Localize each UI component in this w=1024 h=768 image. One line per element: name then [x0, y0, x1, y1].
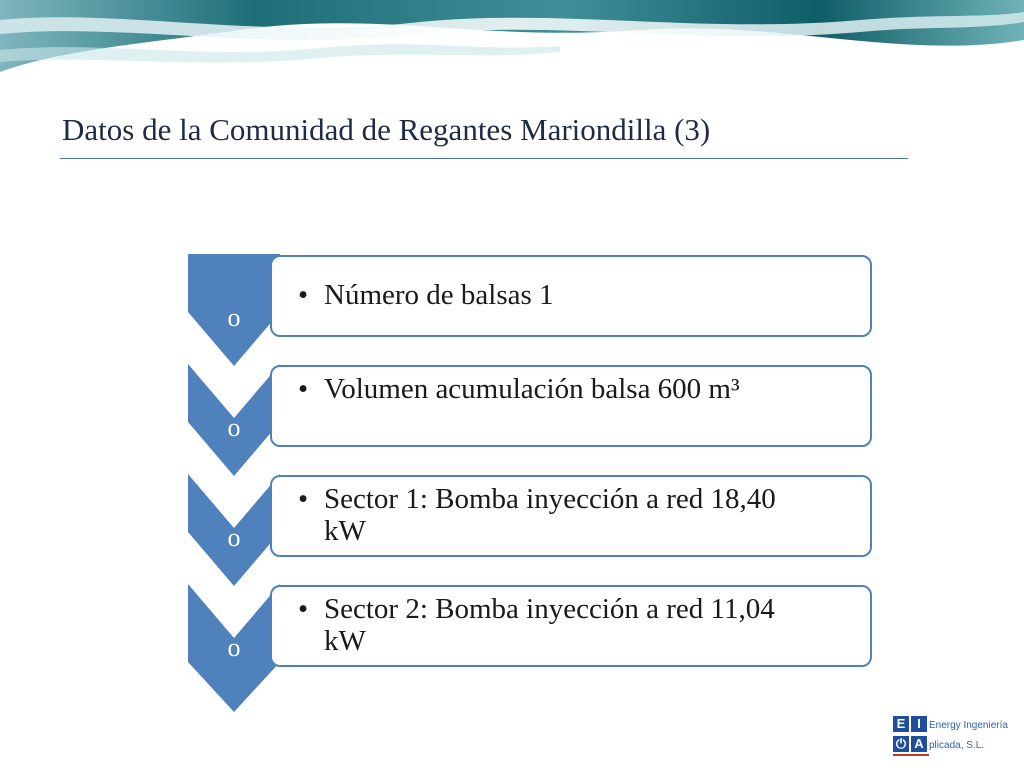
bullet-dot: • [298, 279, 309, 311]
logo-underline [893, 754, 929, 756]
logo-line-1: Energy Ingeniería [929, 720, 1008, 731]
step-box-2 [270, 365, 872, 447]
step-box-1 [270, 255, 872, 337]
bullet-dot: • [298, 373, 309, 405]
step-marker-2: o [227, 413, 241, 442]
company-logo [893, 714, 1018, 760]
bullet-dot: • [298, 593, 309, 625]
step-text-2: Volumen acumulación balsa 600 m³ [324, 373, 740, 405]
power-icon: ⏻ [893, 736, 909, 752]
step-box-3 [270, 475, 872, 557]
logo-letter-a: A [911, 736, 927, 752]
logo-letter-i: I [911, 716, 927, 732]
step-box-4 [270, 585, 872, 667]
step-text-1: Número de balsas 1 [324, 279, 554, 311]
step-text-4: Sector 2: Bomba inyección a red 11,04 kW [324, 593, 775, 657]
step-marker-3: o [227, 523, 241, 552]
slide-title: Datos de la Comunidad de Regantes Mariondilla (3) [62, 112, 711, 147]
step-text-3: Sector 1: Bomba inyección a red 18,40 kW [324, 483, 776, 547]
step-marker-1: o [227, 303, 241, 332]
logo-line-2: plicada, S.L. [929, 740, 985, 751]
bullet-dot: • [298, 483, 309, 515]
logo-letter-e: E [893, 716, 909, 732]
step-marker-4: o [227, 633, 241, 662]
